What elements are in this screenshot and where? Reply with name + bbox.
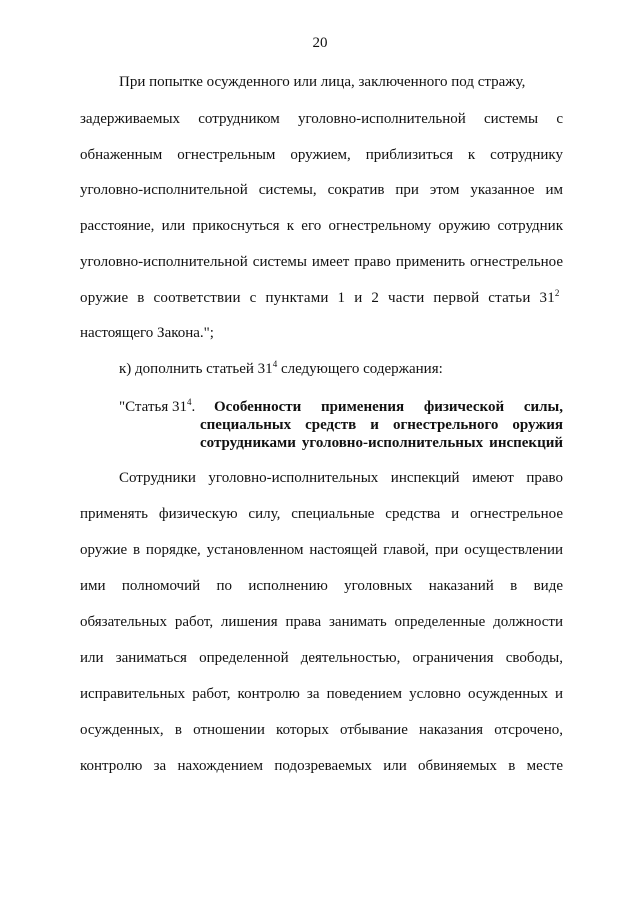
article-lead-dot: . [191,399,196,415]
paragraph-2-line-5: обязательных работ, лишения права занимать определенные должности [80,614,563,630]
superscript: 2 [554,288,560,298]
paragraph-2-line-9: контролю за нахождением подозреваемых или обвиняемых в месте [80,758,563,774]
paragraph-1-last-line: настоящего Закона."; [80,325,214,341]
superscript: 4 [272,359,278,369]
article-lead-text: "Статья 31 [119,399,187,415]
paragraph-1-line-6: уголовно-исполнительной системы имеет право применить огнестрельное [80,254,563,270]
article-lead [119,398,195,416]
paragraph-1-line-4: уголовно-исполнительной системы, сократив при этом указанное им [80,182,563,198]
item-k-text-after: следующего содержания: [277,361,443,377]
paragraph-2-line-6: или заниматься определенной деятельностью, ограничения свободы, [80,650,563,666]
item-k-text: к) дополнить статьей 31 [119,361,273,377]
article-title-line-3: сотрудниками уголовно-исполнительных инспекций [200,435,563,451]
paragraph-2-line-7: исправительных работ, контролю за поведением условно осужденных и [80,686,563,702]
article-title-line-1: Особенности применения физической силы, [214,399,563,415]
article-title-line-2: специальных средств и огнестрельного оружия [200,417,563,433]
paragraph-1-line-2: задерживаемых сотрудником уголовно-исполнительной системы с [80,111,563,127]
paragraph-2-line-4: ими полномочий по исполнению уголовных наказаний в виде [80,578,563,594]
paragraph-1-line-7 [80,289,563,307]
paragraph-2-line-8: осужденных, в отношении которых отбывание наказания отсрочено, [80,722,563,738]
superscript: 4 [186,397,192,407]
paragraph-2-line-1: Сотрудники уголовно-исполнительных инспекций имеют право [119,470,563,486]
item-k [119,360,443,378]
paragraph-1-line-3: обнаженным огнестрельным оружием, приблизиться к сотруднику [80,147,563,163]
paragraph-1-line-1: При попытке осужденного или лица, заключенного под стражу, [119,74,526,90]
paragraph-1-line-7-text: оружие в соответствии с пунктами 1 и 2 части первой статьи 31 [80,290,555,306]
paragraph-2-line-2: применять физическую силу, специальные средства и огнестрельное [80,506,563,522]
paragraph-2-line-3: оружие в порядке, установленном настоящей главой, при осуществлении [80,542,563,558]
paragraph-1-line-5: расстояние, или прикоснуться к его огнестрельному оружию сотрудник [80,218,563,234]
page-number: 20 [312,35,328,51]
